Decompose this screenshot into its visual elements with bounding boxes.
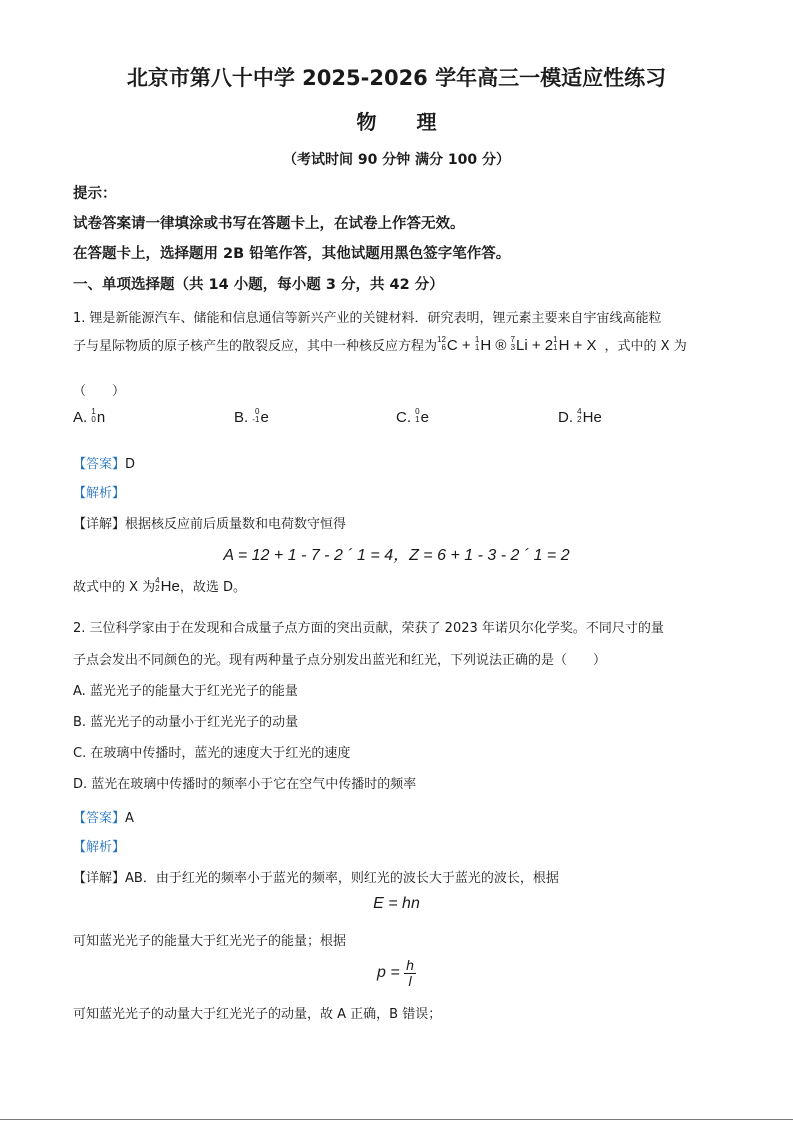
- notice-line-1: 试卷答案请一律填涂或书写在答题卡上，在试卷上作答无效。: [73, 216, 465, 232]
- answer-tag: 【答案】: [73, 811, 126, 826]
- q1-option-c: C. 0 1 e: [396, 407, 429, 426]
- q2-answer: A: [125, 811, 134, 826]
- q1-stem-suffix: ，式中的 X 为: [604, 339, 687, 354]
- notice-line-2: 在答题卡上，选择题用 2B 铅笔作答，其他试题用黑色签字笔作答。: [73, 246, 511, 262]
- c-nuclide-index: 12 6: [437, 335, 446, 353]
- q2-formula-energy: E = hn: [373, 895, 420, 912]
- q2-answer-line: [73, 807, 134, 826]
- q2-stem-line-2: 子点会发出不同颜色的光。现有两种量子点分别发出蓝光和红光，下列说法正确的是（ ）: [73, 653, 607, 668]
- q2-analysis-tag: 【解析】: [73, 840, 126, 855]
- document-title: 北京市第八十中学 2025-2026 学年高三一模适应性练习: [126, 66, 667, 90]
- q1-stem-prefix: 子与星际物质的原子核产生的散裂反应，其中一种核反应方程为: [73, 339, 438, 354]
- q2-detail: 【详解】AB．由于红光的频率小于蓝光的频率，则红光的波长大于蓝光的波长，根据: [73, 871, 559, 886]
- q1-reaction-equation: 12 6 C + 1 1 H ® 7 3 Li + 2 1 1 H + X: [437, 335, 597, 354]
- li-nuclide-index: 7 3: [510, 335, 516, 353]
- q1-answer-line: [73, 453, 135, 472]
- q2-option-b: B. 蓝光光子的动量小于红光光子的动量: [73, 715, 299, 730]
- q2-option-d: D. 蓝光在玻璃中传播时的频率小于它在空气中传播时的频率: [73, 777, 417, 792]
- q2-formula-momentum: p = $\frac{h}{l}$: [377, 957, 414, 989]
- detail-tag: 【详解】: [73, 871, 126, 886]
- q1-detail: 【详解】根据核反应前后质量数和电荷数守恒得: [73, 517, 347, 532]
- q1-option-d: D. 4 2 He: [558, 407, 602, 426]
- q2-option-c: C. 在玻璃中传播时，蓝光的速度大于红光的速度: [73, 746, 351, 761]
- h-nuclide-index: 1 1: [474, 335, 480, 353]
- q1-answer-blank: （ ）: [73, 384, 126, 399]
- momentum-fraction: $\frac{h}{l}$: [406, 957, 414, 989]
- q1-option-b: B. 0 -1 e: [234, 407, 269, 426]
- q1-analysis-tag: 【解析】: [73, 486, 126, 501]
- subject-char-1: 物: [356, 110, 377, 134]
- q2-stem-line-1: 2. 三位科学家由于在发现和合成量子点方面的突出贡献，荣获了 2023 年诺贝尔化学奖。不同尺寸的量: [73, 621, 664, 636]
- q1-conclusion: 故式中的 X 为 4 2 He，故选 D。: [73, 576, 246, 595]
- q1-answer: D: [125, 457, 136, 472]
- notice-label: 提示：: [73, 186, 117, 202]
- q1-stem-line-2: [73, 335, 687, 354]
- q1-option-a: A. 1 0 n: [73, 407, 106, 426]
- q2-conclusion: 可知蓝光光子的动量大于红光光子的动量，故 A 正确，B 错误；: [73, 1007, 442, 1022]
- q2-mid-text: 可知蓝光光子的能量大于红光光子的能量；根据: [73, 934, 347, 949]
- page-bottom-rule: [0, 1119, 793, 1120]
- exam-info: （考试时间 90 分钟 满分 100 分）: [282, 152, 511, 168]
- subject-title: [0, 106, 793, 135]
- subject-char-2: 理: [416, 110, 437, 134]
- h2-nuclide-index: 1 1: [553, 335, 558, 353]
- q2-option-a: A. 蓝光光子的能量大于红光光子的能量: [73, 684, 298, 699]
- section-heading: 一、单项选择题（共 14 小题，每小题 3 分，共 42 分）: [73, 277, 444, 293]
- answer-tag: 【答案】: [73, 457, 126, 472]
- detail-tag: 【详解】: [73, 517, 126, 532]
- q1-stem-line-1: 1. 锂是新能源汽车、储能和信息通信等新兴产业的关键材料．研究表明，锂元素主要来自宇宙线高能粒: [73, 311, 662, 326]
- q1-formula: A = 12 + 1 - 7 - 2 ´ 1 = 4，Z = 6 + 1 - 3 - 2 ´ 1 = 2: [223, 547, 570, 564]
